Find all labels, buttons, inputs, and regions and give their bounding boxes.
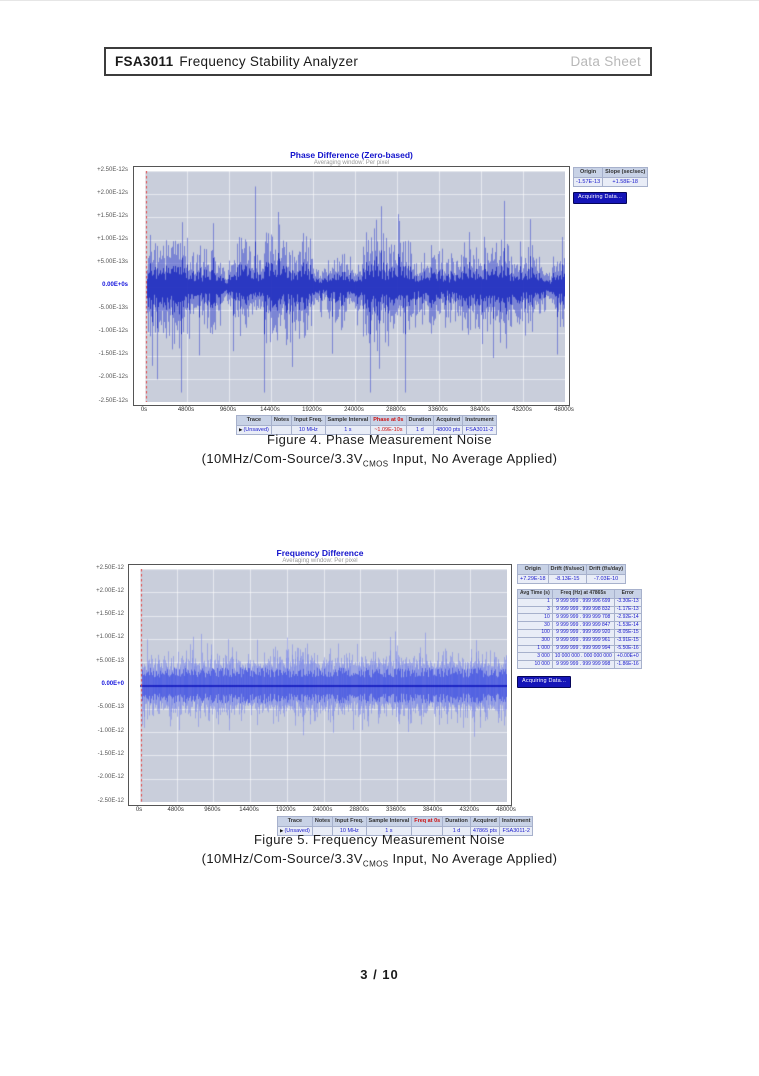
figure5-caption-pre: (10MHz/Com-Source/3.3V (201, 851, 363, 866)
table-cell: 1 s (325, 425, 371, 435)
table-row (518, 645, 642, 653)
freq-chart-plot-area (140, 569, 507, 802)
freq-chart-subtitle: Averaging window: Per pixel (282, 558, 358, 564)
table-cell: ~1.09E-10s (371, 425, 406, 435)
figure4-caption-text: Figure 4. Phase Measurement Noise (267, 432, 492, 447)
table-cell: 10 MHz (333, 826, 366, 836)
column-header: Notes (271, 416, 291, 426)
document-header (104, 47, 652, 76)
table-cell: FSA3011-2 (500, 826, 533, 836)
phase-chart-frame (133, 166, 570, 406)
freq-info-panel (517, 564, 648, 688)
table-cell: 10 000 000 . 000 000 000 (552, 653, 614, 661)
table-cell: 9 999 999 . 999 999 847 (552, 622, 614, 630)
table-cell: -7.03E-10 (587, 574, 626, 584)
y-tick-label: -2.00E-12s (98, 374, 128, 381)
avg-time-table (517, 589, 648, 669)
table-cell: -2.92E-14 (614, 614, 641, 622)
figure5-caption-line2 (0, 851, 759, 869)
table-cell: 9 999 999 . 999 998 832 (552, 606, 614, 614)
figure4-caption-post: Input, No Average Applied) (388, 451, 558, 466)
table-cell: +7.29E-18 (518, 574, 549, 584)
y-tick-label: +2.00E-12 (96, 587, 124, 594)
column-header: Error (614, 590, 641, 599)
freq-chart-title: Frequency Difference (276, 548, 364, 558)
table-row (518, 574, 626, 584)
table-cell: 9 999 999 . 999 999 961 (552, 637, 614, 645)
y-tick-label: -1.00E-12s (98, 328, 128, 335)
column-header: Avg Time (s) (518, 590, 553, 599)
table-cell: 1 d (406, 425, 434, 435)
x-tick-label: 48000s (496, 807, 516, 813)
x-tick-label: 43200s (512, 407, 532, 413)
table-row (518, 614, 642, 622)
table-cell: -1.17E-13 (614, 606, 641, 614)
figure5-caption-subscript: CMOS (362, 859, 389, 869)
column-header: Notes (312, 817, 332, 827)
x-tick-label: 9600s (204, 807, 221, 813)
column-header: Freq (Hz) at 47865s (552, 590, 614, 599)
table-cell: 47865 pts (470, 826, 499, 836)
freq-chart-y-axis (88, 564, 126, 804)
column-header: Trace (278, 817, 313, 827)
table-cell: 1 s (366, 826, 412, 836)
column-header: Origin (574, 168, 603, 178)
y-tick-label: +5.00E-13 (96, 657, 124, 664)
column-header: Slope (sec/sec) (603, 168, 648, 178)
figure4-caption-pre: (10MHz/Com-Source/3.3V (201, 451, 363, 466)
page-top-rule (0, 0, 759, 1)
page-number: 3 / 10 (360, 967, 399, 982)
column-header: Instrument (500, 817, 533, 827)
y-tick-label: +1.50E-12s (97, 212, 128, 219)
table-row (518, 606, 642, 614)
x-tick-label: 0s (140, 407, 148, 413)
table-cell: 10 (518, 614, 553, 622)
phase-chart-y-axis (94, 166, 130, 404)
table-cell: -1.86E-16 (614, 661, 641, 669)
y-tick-label: 0.00E+0 (101, 681, 124, 687)
table-cell: 9 999 999 . 999 999 920 (552, 629, 614, 637)
table-row (518, 653, 642, 661)
table-cell: -1.57E-13 (574, 177, 603, 187)
y-tick-label: +1.50E-12 (96, 611, 124, 618)
table-cell: 3 000 (518, 653, 553, 661)
x-tick-label: 14400s (260, 407, 280, 413)
acquiring-status-badge: Acquiring Data... (517, 676, 571, 688)
y-tick-label: -5.00E-13s (98, 305, 128, 312)
y-tick-label: -2.50E-12 (97, 797, 124, 804)
column-header: Freq at 0s (412, 817, 443, 827)
x-tick-label: 33600s (386, 807, 406, 813)
table-cell: ▶(Unsaved) (237, 425, 272, 435)
table-row (518, 629, 642, 637)
active-row-marker: ▶ (280, 827, 284, 833)
column-header: Duration (406, 416, 434, 426)
phase-chart-plot-area (145, 171, 565, 402)
table-cell: FSA3011-2 (463, 425, 496, 435)
freq-fit-values (517, 564, 626, 584)
phase-fit-values (573, 167, 648, 187)
figure5-caption-text: Figure 5. Frequency Measurement Noise (253, 832, 506, 847)
column-header: Input Freq. (333, 817, 366, 827)
table-cell: +0.00E+0 (614, 653, 641, 661)
document-type-label: Data Sheet (570, 54, 641, 69)
y-tick-label: -1.50E-12s (98, 351, 128, 358)
x-tick-label: 24000s (312, 807, 333, 813)
column-header: Duration (443, 817, 471, 827)
column-header: Input Freq. (292, 416, 325, 426)
freq-fit-table (517, 564, 648, 584)
phase-fit-table (573, 167, 657, 187)
y-tick-label: -5.00E-13 (97, 704, 124, 711)
table-cell: -3.91E-15 (614, 637, 641, 645)
table-cell: 9 999 999 . 999 996 699 (552, 598, 614, 606)
phase-chart-title: Phase Difference (Zero-based) (290, 150, 413, 160)
table-cell: ▶(Unsaved) (278, 826, 313, 836)
figure4-caption-line1 (0, 432, 759, 447)
table-cell: -8.13E-15 (548, 574, 587, 584)
y-tick-label: -1.50E-12 (97, 750, 124, 757)
table-cell: 30 (518, 622, 553, 630)
x-tick-label: 4800s (177, 407, 195, 413)
table-cell: 300 (518, 637, 553, 645)
y-tick-label: +1.00E-12s (97, 235, 128, 242)
x-tick-label: 19200s (302, 407, 322, 413)
product-name: FSA3011 (115, 54, 174, 69)
table-row (518, 622, 642, 630)
y-tick-label: +5.00E-13s (97, 258, 128, 265)
x-tick-label: 24000s (344, 407, 364, 413)
column-header: Instrument (463, 416, 496, 426)
column-header: Acquired (470, 817, 499, 827)
table-cell: 100 (518, 629, 553, 637)
x-tick-label: 33600s (428, 407, 448, 413)
table-cell: 9 999 999 . 999 999 998 (552, 661, 614, 669)
phase-noise-trace (145, 171, 565, 402)
table-cell: 1 000 (518, 645, 553, 653)
x-tick-label: 28800s (386, 407, 406, 413)
table-cell: 1 d (443, 826, 471, 836)
figure4-caption-subscript: CMOS (362, 459, 389, 469)
y-tick-label: +2.00E-12s (97, 189, 128, 196)
table-row (518, 661, 642, 669)
table-row (518, 598, 642, 606)
table-cell: -1.53E-14 (614, 622, 641, 630)
table-cell: -8.05E-15 (614, 629, 641, 637)
y-tick-label: -2.50E-12s (98, 397, 128, 404)
table-cell: -5.50E-16 (614, 645, 641, 653)
column-header: Trace (237, 416, 272, 426)
column-header: Sample Interval (366, 817, 412, 827)
table-cell: 3 (518, 606, 553, 614)
y-tick-label: +1.00E-12 (96, 634, 124, 641)
avg-time-values (517, 589, 642, 669)
x-tick-label: 14400s (239, 807, 259, 813)
y-tick-label: +2.50E-12s (97, 166, 128, 173)
table-cell: +1.58E-18 (603, 177, 648, 187)
freq-chart-x-axis (135, 807, 516, 815)
x-tick-label: 43200s (459, 807, 480, 813)
table-cell: 48000 pts (434, 425, 463, 435)
figure5-caption-post: Input, No Average Applied) (388, 851, 558, 866)
document-title: Frequency Stability Analyzer (179, 54, 359, 69)
figure4-caption-line2 (0, 451, 759, 469)
x-tick-label: 38400s (422, 807, 443, 813)
column-header: Phase at 0s (371, 416, 406, 426)
table-cell: 1 (518, 598, 553, 606)
column-header: Origin (518, 565, 549, 575)
acquiring-status-badge: Acquiring Data... (573, 192, 627, 204)
table-cell: 10 MHz (292, 425, 325, 435)
column-header: Drift (f/s/sec) (548, 565, 587, 575)
x-tick-label: 19200s (275, 807, 296, 813)
phase-chart-subtitle: Averaging window: Per pixel (313, 160, 390, 166)
column-header: Sample Interval (325, 416, 371, 426)
y-tick-label: -2.00E-12 (97, 774, 124, 781)
table-cell: 9 999 999 . 999 999 708 (552, 614, 614, 622)
x-tick-label: 4800s (167, 807, 184, 813)
phase-info-panel (573, 167, 657, 204)
column-header: Drift (f/s/day) (587, 565, 626, 575)
y-tick-label: -1.00E-12 (97, 727, 124, 734)
freq-noise-trace (140, 569, 507, 802)
x-tick-label: 48000s (554, 407, 574, 413)
phase-chart-x-axis (140, 407, 574, 415)
column-header: Acquired (434, 416, 463, 426)
active-row-marker: ▶ (239, 426, 243, 432)
x-tick-label: 0s (135, 807, 143, 813)
y-tick-label: 0.00E+0s (102, 282, 128, 288)
table-cell: 9 999 999 . 999 999 994 (552, 645, 614, 653)
table-cell: 10 000 (518, 661, 553, 669)
figure5-caption-line1 (0, 832, 759, 847)
table-row (518, 637, 642, 645)
x-tick-label: 38400s (470, 407, 490, 413)
table-cell: -3.30E-13 (614, 598, 641, 606)
x-tick-label: 9600s (219, 407, 237, 413)
x-tick-label: 28800s (349, 807, 370, 813)
table-row (574, 177, 648, 187)
y-tick-label: +2.50E-12 (96, 564, 124, 571)
freq-chart-frame (128, 564, 512, 806)
